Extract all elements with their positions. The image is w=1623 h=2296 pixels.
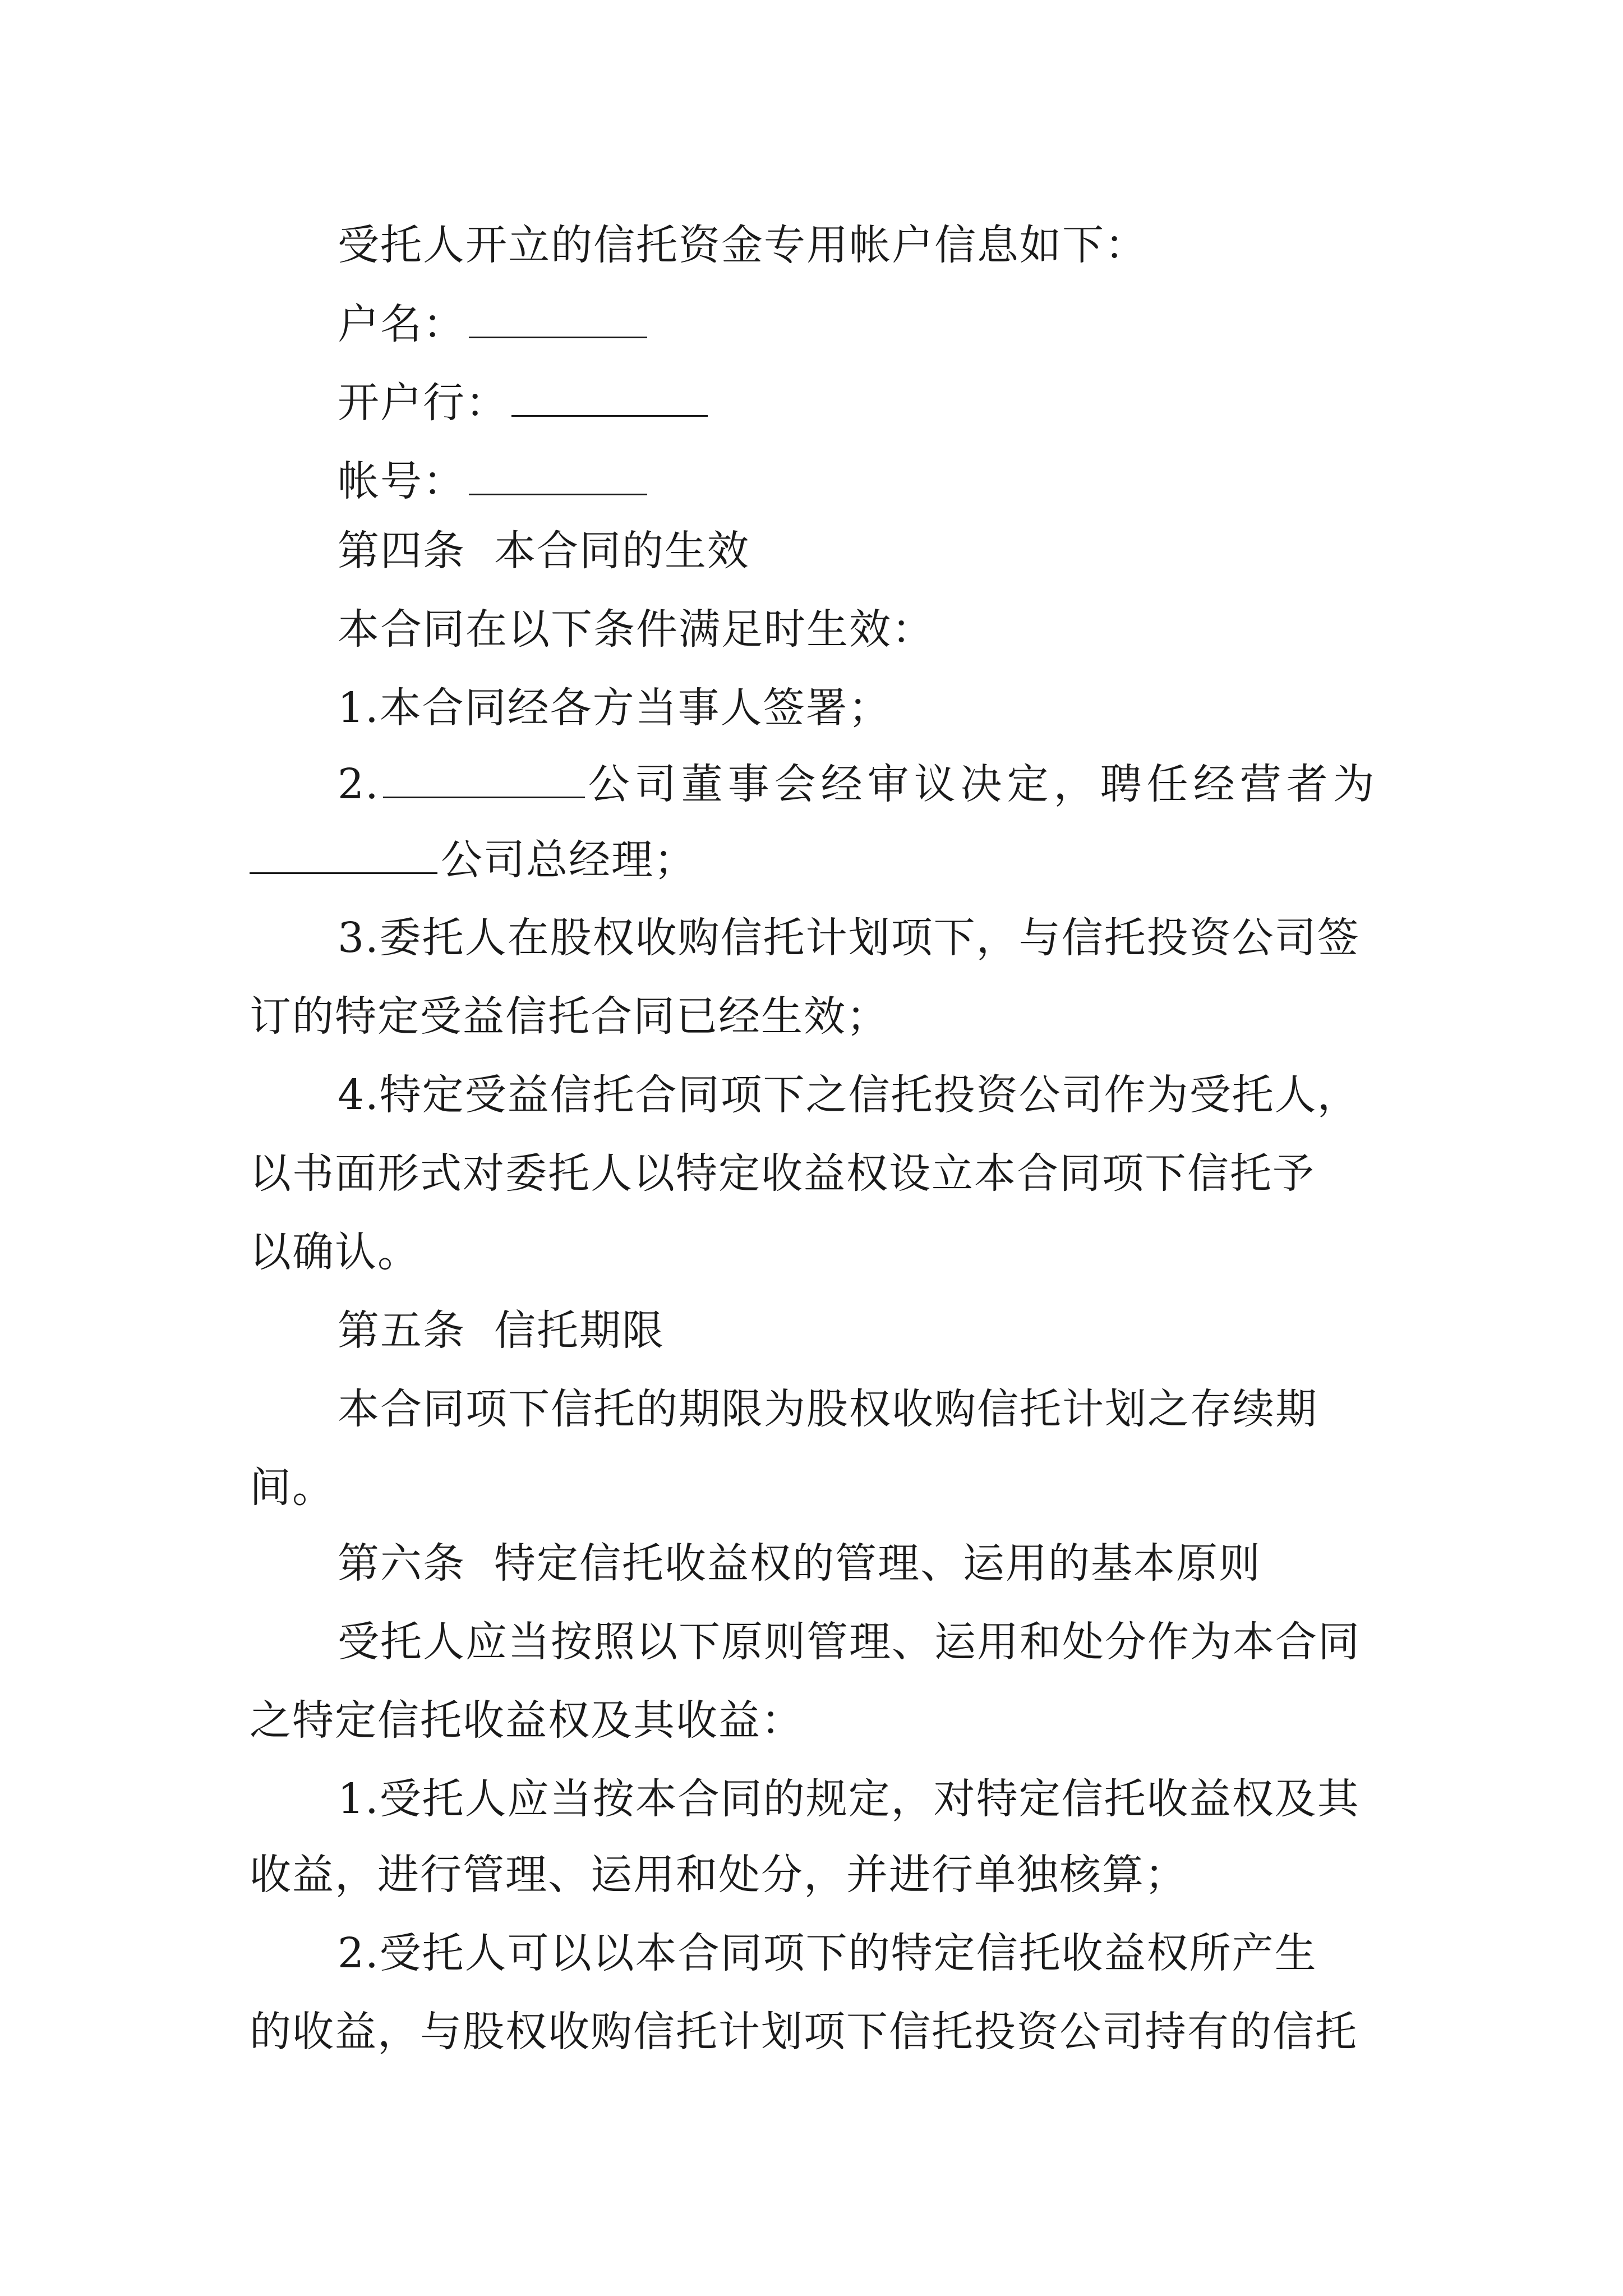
account-name-label: 户名： (338, 300, 465, 348)
company-name-blank-1 (383, 763, 585, 798)
account-no-line (338, 457, 651, 505)
article-6-item-1-line-1: 1.受托人应当按本合同的规定，对特定信托收益权及其 (338, 1775, 1360, 1823)
item-2-number: 2. (338, 760, 380, 808)
article-4-item-4-line-3: 以确认。 (250, 1228, 420, 1276)
bank-line (338, 379, 711, 427)
article-5-body-line-2: 间。 (250, 1464, 335, 1512)
article-5-heading: 第五条 信托期限 (338, 1306, 665, 1355)
account-no-label: 帐号： (338, 457, 465, 505)
article-4-heading: 第四条 本合同的生效 (338, 527, 750, 575)
article-6-item-2-line-1: 2.受托人可以以本合同项下的特定信托收益权所产生 (338, 1929, 1317, 1977)
article-4-item-3-line-1: 3.委托人在股权收购信托计划项下，与信托投资公司签 (338, 914, 1360, 962)
item-2-text: 公司董事会经审议决定，聘任经营者为 (588, 760, 1380, 808)
account-name-line (338, 300, 651, 348)
article-4-item-1: 1.本合同经各方当事人签署； (338, 684, 891, 732)
item-2-suffix: 公司总经理； (441, 836, 697, 884)
account-no-blank (469, 460, 647, 495)
article-4-item-2-line-2 (250, 836, 697, 884)
article-5-body-line-1: 本合同项下信托的期限为股权收购信托计划之存续期 (338, 1385, 1318, 1433)
article-4-item-4-line-2: 以书面形式对委托人以特定收益权设立本合同项下信托予 (250, 1149, 1315, 1198)
article-6-intro-line-1: 受托人应当按照以下原则管理、运用和处分作为本合同 (338, 1618, 1361, 1666)
article-6-item-2-line-2: 的收益，与股权收购信托计划项下信托投资公司持有的信托 (250, 2008, 1358, 2056)
article-6-intro-line-2: 之特定信托收益权及其收益： (250, 1696, 804, 1745)
bank-account-intro: 受托人开立的信托资金专用帐户信息如下： (338, 221, 1147, 269)
article-6-heading: 第六条 特定信托收益权的管理、运用的基本原则 (338, 1539, 1262, 1588)
article-4-item-3-line-2: 订的特定受益信托合同已经生效； (250, 992, 889, 1041)
article-4-intro: 本合同在以下条件满足时生效： (338, 605, 934, 654)
account-name-blank (469, 303, 647, 338)
article-6-item-1-line-2: 收益，进行管理、运用和处分，并进行单独核算； (250, 1851, 1187, 1899)
article-4-item-2-line-1 (338, 760, 1380, 808)
bank-blank (511, 381, 708, 417)
bank-label: 开户行： (338, 379, 508, 427)
article-4-item-4-line-1: 4.特定受益信托合同项下之信托投资公司作为受托人， (338, 1071, 1360, 1119)
company-name-blank-2 (250, 839, 437, 874)
